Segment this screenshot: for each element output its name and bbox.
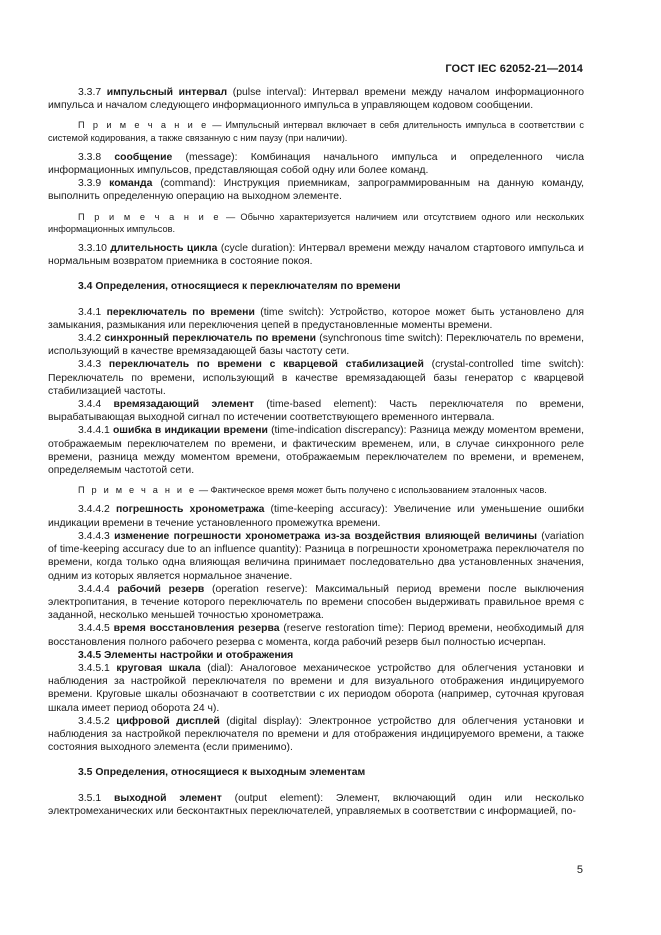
- spacer: [48, 780, 584, 792]
- clause-number: 3.4.5.1: [78, 662, 110, 674]
- defined-term: синхронный переключатель по времени: [104, 333, 317, 345]
- defined-term: изменение погрешности хронометража из-за воздействия влияющей величины: [114, 530, 537, 542]
- defined-term: импульсный интервал: [106, 87, 228, 98]
- defined-term: выходной элемент: [113, 792, 222, 804]
- document-code-header: ГОСТ IEC 62052-21—2014: [445, 63, 583, 75]
- definition-text: (crystal-controlled time switch): Переключатель по времени, использующий в качестве времязадающей базы генератор с кварцевой стабилизацией частоты.: [48, 359, 585, 397]
- definition-text: (time switch): Устройство, которое может быть установлено для замыкания, размыкания или переключения цепей в предустановленные моменты времени.: [48, 306, 585, 331]
- definition-text: (time-keeping accuracy): Увеличение или уменьшение ошибки индикации времени в течение установленного промежутка времени.: [48, 504, 584, 529]
- clause-number: 3.5.1: [78, 792, 102, 804]
- definition-paragraph: [48, 792, 584, 818]
- section-heading: 3.5 Определения, относящиеся к выходным элементам: [78, 767, 366, 779]
- spacer: [48, 112, 584, 119]
- definition-paragraph: [48, 358, 584, 398]
- spacer: [48, 268, 584, 280]
- defined-term: время восстановления резерва: [113, 623, 280, 635]
- spacer: [48, 294, 584, 306]
- defined-term: переключатель по времени: [106, 306, 255, 318]
- clause-number: 3.4.4.2: [78, 504, 110, 516]
- defined-term: ошибка в индикации времени: [112, 425, 268, 437]
- definition-paragraph: [48, 622, 584, 648]
- spacer: [48, 235, 584, 242]
- clause-number: 3.4.4.4: [78, 583, 110, 595]
- clause-number: 3.4.4: [78, 399, 102, 411]
- definition-text: (cycle duration): Интервал времени между началом стартового импульса и нормальным возвратом приемника в состояние покоя.: [48, 243, 584, 268]
- defined-term: круговая шкала: [116, 662, 201, 674]
- definition-text: (variation of time-keeping accuracy due to an influence quantity): Разница в погрешности хронометража переключателя по времени, когда только одна влияющая величина принимает последовательно два установленных значения, одним из которых является нормальное значение.: [48, 530, 584, 582]
- definition-paragraph: [48, 242, 584, 268]
- section-heading: 3.4 Определения, относящиеся к переключателям по времени: [78, 281, 401, 293]
- definition-paragraph: [48, 177, 584, 203]
- definition-paragraph: [48, 151, 584, 177]
- definition-paragraph: [48, 583, 584, 623]
- defined-term: длительность цикла: [110, 243, 218, 255]
- definition-paragraph: [48, 503, 584, 529]
- definition-paragraph: [48, 86, 584, 112]
- definition-text: (pulse interval): Интервал времени между началом информационного импульса и началом следующего информационного импульса в управляющем кодовом сообщении.: [48, 87, 584, 112]
- clause-number: 3.4.2: [78, 333, 102, 345]
- definition-paragraph: [48, 715, 584, 755]
- definition-text: (message): Комбинация начального импульса и определенного числа информационных импульсов, представляющая собой одну или более команд.: [48, 151, 584, 177]
- clause-number: 3.4.4.3: [78, 530, 110, 542]
- defined-term: команда: [109, 178, 153, 190]
- spacer: [48, 496, 584, 503]
- definition-text: (digital display): Электронное устройство для облегчения установки и наблюдения за настройкой переключателя по времени и для отображения индицируемого времени, а также состояния выходного элемента (если применимо).: [48, 715, 584, 754]
- spacer: [48, 477, 584, 484]
- page-number: 5: [576, 864, 583, 876]
- note-text: — Импульсный интервал включает в себя длительность импульса в соответствии с системой кодирования, а также связанную с ним паузу (при наличии).: [48, 120, 584, 143]
- clause-number: 3.4.3: [78, 359, 102, 371]
- defined-term: погрешность хронометража: [115, 504, 265, 516]
- note-text: — Фактическое время может быть получено с использованием эталонных часов.: [196, 485, 547, 496]
- clause-number: 3.4.4.5: [78, 623, 110, 635]
- note-label: П р и м е ч а н и е: [78, 120, 209, 131]
- definition-text: (command): Инструкция приемникам, запрограммированным на данную команду, выполнить определенную операцию на выходном элементе.: [48, 178, 584, 203]
- definition-paragraph: [48, 424, 584, 477]
- defined-term: рабочий резерв: [117, 583, 205, 595]
- clause-number: 3.4.1: [78, 306, 102, 318]
- definition-text: (time-based element): Часть переключателя по времени, вырабатывающая выходной сигнал по истечении соответствующего временного интервала.: [48, 399, 585, 424]
- clause-number: 3.4.4.1: [78, 425, 110, 437]
- note-paragraph: [48, 119, 584, 143]
- clause-number: 3.3.9: [78, 178, 102, 190]
- note-text: — Обычно характеризуется наличием или отсутствием одного или нескольких информационных импульсов.: [48, 211, 584, 234]
- document-body: [48, 86, 584, 818]
- note-label: П р и м е ч а н и е: [78, 485, 197, 496]
- section-heading: 3.4.5 Элементы настройки и отображения: [78, 649, 294, 661]
- definition-paragraph: [48, 306, 584, 332]
- defined-term: времязадающий элемент: [113, 399, 254, 411]
- spacer: [48, 204, 584, 211]
- definition-paragraph: [48, 332, 584, 358]
- definition-paragraph: [48, 398, 584, 424]
- defined-term: сообщение: [114, 151, 173, 163]
- definition-text: (time-indication discrepancy): Разница между моментом времени, отображаемым переключателем по времени, и фактическим временем, или, в случае синхронного реле времени, разница между моментом времени, отображаемым переключателем по времени, и временем, определяемым частотой сети.: [48, 425, 585, 477]
- defined-term: цифровой дисплей: [116, 715, 220, 727]
- clause-number: 3.4.5.2: [78, 715, 110, 727]
- note-label: П р и м е ч а н и е: [78, 211, 221, 222]
- spacer: [48, 144, 584, 151]
- clause-number: 3.3.10: [78, 243, 107, 255]
- definition-paragraph: [48, 662, 584, 715]
- definition-text: (operation reserve): Максимальный период времени после выключения электропитания, в течение которого переключатель по времени способен выдерживать правильное время с заданной, несколько меньшей точностью хронометража.: [48, 583, 584, 622]
- spacer: [48, 754, 584, 766]
- definition-text: (output element): Элемент, включающий один или несколько электромеханических или бесконтактных переключателей, управляемых в соответствии с информацией, по-: [48, 792, 584, 817]
- clause-number: 3.3.7: [78, 87, 102, 98]
- definition-text: (dial): Аналоговое механическое устройство для облегчения установки и наблюдения за настройкой переключателя по времени и для визуального отображения индицируемого времени. Круговые шкалы обозначают в соответствии с их периодом оборота (например, суточная круговая шкала имеет период оборота 24 ч).: [48, 662, 584, 714]
- definition-text: (reserve restoration time): Период времени, необходимый для восстановления полного рабочего резерва с момента, когда рабочий резерв был полностью исчерпан.: [48, 623, 584, 648]
- clause-number: 3.3.8: [78, 151, 102, 163]
- defined-term: переключатель по времени с кварцевой стабилизацией: [108, 359, 424, 371]
- definition-paragraph: [48, 530, 584, 583]
- definition-text: (synchronous time switch): Переключатель по времени, использующий в качестве времязадающей базы частоту сети.: [48, 333, 584, 358]
- note-paragraph: [48, 211, 584, 235]
- note-paragraph: [48, 484, 584, 496]
